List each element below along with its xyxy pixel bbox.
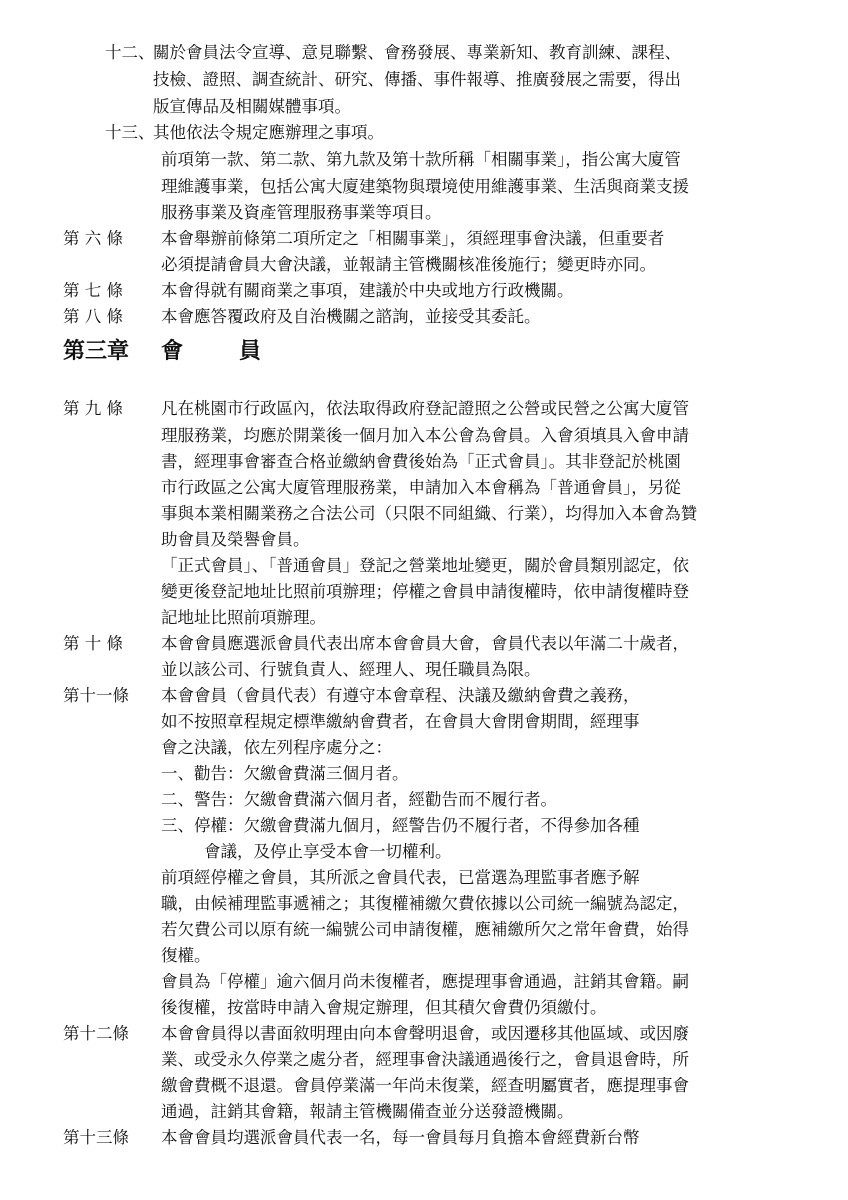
article-label: 第十一條 — [63, 686, 129, 705]
text-line: 記地址比照前項辦理。 — [161, 608, 326, 627]
text-line: 如不按照章程規定標準繳納會費者，在會員大會閉會期間，經理事 — [161, 712, 640, 731]
text-line: 若欠費公司以原有統一編號公司申請復權，應補繳所欠之常年會費，始得 — [161, 920, 689, 939]
text-line: 一、勸告：欠繳會費滿三個月者。 — [161, 764, 409, 783]
article-label: 第十二條 — [63, 1024, 129, 1043]
text-line: 本會會員均選派會員代表一名，每一會員每月負擔本會經費新台幣 — [161, 1128, 640, 1147]
text-line: 凡在桃園市行政區內，依法取得政府登記證照之公營或民營之公寓大廈管 — [161, 399, 689, 418]
article-label: 第十三條 — [63, 1128, 129, 1147]
text-line: 必須提請會員大會決議，並報請主管機關核准後施行；變更時亦同。 — [161, 255, 656, 274]
text-line: 其他依法令規定應辦理之事項。 — [153, 123, 384, 142]
chapter-heading — [63, 338, 262, 365]
text-line: 復權。 — [161, 946, 211, 965]
text-line: 後復權，按當時申請入會規定辦理，但其積欠會費仍須繳付。 — [161, 998, 607, 1017]
text-line: 本會會員（會員代表）有遵守本會章程、決議及繳納會費之義務， — [161, 686, 640, 705]
text-line: 會員為「停權」逾六個月尚未復權者，應提理事會通過，註銷其會籍。嗣 — [161, 972, 689, 991]
text-line: 本會會員得以書面敘明理由向本會聲明退會，或因遷移其他區域、或因廢 — [161, 1024, 689, 1043]
text-line: 版宣傳品及相關媒體事項。 — [153, 97, 351, 116]
text-line: 三、停權：欠繳會費滿九個月，經警告仍不履行者，不得參加各種 — [161, 816, 640, 835]
article-label: 第 七 條 — [63, 281, 123, 300]
text-line: 會之決議，依左列程序處分之： — [161, 738, 392, 757]
text-line: 前項經停權之會員，其所派之會員代表，已當選為理監事者應予解 — [161, 868, 640, 887]
article-label: 第 六 條 — [63, 229, 123, 248]
item-label: 十二、 — [105, 43, 155, 62]
text-line: 繳會費概不退還。會員停業滿一年尚未復業，經查明屬實者，應提理事會 — [161, 1076, 689, 1095]
text-line: 二、警告：欠繳會費滿六個月者，經勸告而不履行者。 — [161, 790, 557, 809]
text-line: 通過，註銷其會籍，報請主管機關備查並分送發證機關。 — [161, 1102, 574, 1121]
text-line: 服務事業及資產管理服務事業等項目。 — [161, 203, 442, 222]
text-line: 職，由候補理監事遞補之；其復權補繳欠費依據以公司統一編號為認定， — [161, 894, 689, 913]
text-line: 並以該公司、行號負責人、經理人、現任職員為限。 — [161, 660, 541, 679]
text-line: 理維護事業，包括公寓大廈建築物與環境使用維護事業、生活與商業支援 — [161, 177, 689, 196]
text-line: 書，經理事會審查合格並繳納會費後始為「正式會員」。其非登記於桃園 — [161, 452, 681, 471]
chapter-title-char: 會 — [161, 338, 184, 364]
chapter-title-char: 員 — [239, 338, 262, 364]
text-line: 理服務業，均應於開業後一個月加入本公會為會員。入會須填具入會申請 — [161, 426, 689, 445]
text-line: 本會舉辦前條第二項所定之「相關事業」，須經理事會決議，但重要者 — [161, 229, 665, 248]
article-label: 第 九 條 — [63, 399, 123, 418]
chapter-number: 第三章 — [63, 338, 130, 364]
text-line: 關於會員法令宣導、意見聯繫、會務發展、專業新知、教育訓練、課程、 — [153, 43, 681, 62]
article-label: 第 十 條 — [63, 634, 123, 653]
text-line: 技檢、證照、調查統計、研究、傳播、事件報導、推廣發展之需要，得出 — [153, 70, 681, 89]
text-line: 前項第一款、第二款、第九款及第十款所稱「相關事業」，指公寓大廈管 — [161, 150, 681, 169]
text-line: 市行政區之公寓大廈管理服務業，申請加入本會稱為「普通會員」，另從 — [161, 478, 681, 497]
text-line: 本會應答覆政府及自治機關之諮詢，並接受其委託。 — [161, 307, 541, 326]
text-line: 本會得就有關商業之事項，建議於中央或地方行政機關。 — [161, 281, 574, 300]
text-line: 事與本業相關業務之合法公司（只限不同組織、行業），均得加入本會為贊 — [161, 504, 698, 523]
text-line: 「正式會員」、「普通會員」登記之營業地址變更，關於會員類別認定，依 — [161, 556, 689, 575]
text-line: 變更後登記地址比照前項辦理；停權之會員申請復權時，依申請復權時登 — [161, 582, 689, 601]
article-label: 第 八 條 — [63, 307, 123, 326]
text-line: 會議，及停止享受本會一切權利。 — [204, 842, 452, 861]
text-line: 助會員及榮譽會員。 — [161, 530, 310, 549]
item-label: 十三、 — [105, 123, 155, 142]
text-line: 業、或受永久停業之處分者，經理事會決議通過後行之，會員退會時，所 — [161, 1050, 689, 1069]
text-line: 本會會員應選派會員代表出席本會會員大會，會員代表以年滿二十歲者， — [161, 634, 689, 653]
